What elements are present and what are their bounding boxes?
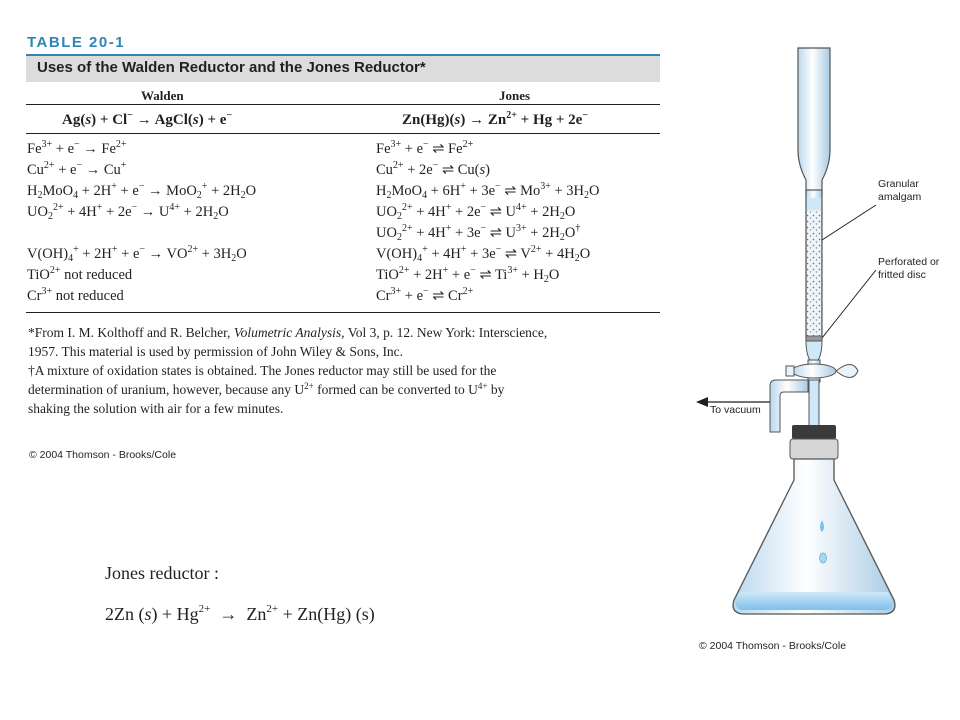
fritted-disc-label: Perforated or fritted disc <box>878 256 940 281</box>
jones-reaction-equation: 2Zn $(s) + Hg^{2+} \to Zn^{2+} + Zn(Hg)$ (s) <box>105 603 375 624</box>
reservoir-icon <box>798 48 830 195</box>
jones-row: $UO_2^{2+} + 4H^+ + 3e^-$ ⇌ $U^{3+} + 2H_2O^\dagger$ <box>376 223 581 243</box>
walden-row: $UO_2^{2+} + 4H^+ + 2e^- \to U^{4+} + 2H_2O$ <box>27 202 229 222</box>
jones-row: $UO_2^{2+} + 4H^+ + 2e^-$ ⇌ $U^{4+} + 2H_2O$ <box>376 202 576 222</box>
walden-header: Walden <box>141 88 184 103</box>
footnote-line: †A mixture of oxidation states is obtained. The Jones reductor may still be used for the <box>28 363 497 378</box>
granular-amalgam <box>807 210 821 338</box>
fritted-disc <box>806 336 822 341</box>
column-liquid <box>807 198 821 210</box>
granular-amalgam-label: Granular amalgam <box>878 178 922 203</box>
jones-header: Jones <box>499 88 531 103</box>
table-copyright: © 2004 Thomson - Brooks/Cole <box>29 449 177 461</box>
walden-electrode-reaction: Ag(s) + Cl− → AgCl(s) + e− <box>62 110 233 128</box>
walden-row: $Fe^{3+} + e^- \to Fe^{2+}$ <box>27 139 127 157</box>
table-caption: Uses of the Walden Reductor and the Jones Reductor* <box>37 59 426 76</box>
header-rule <box>26 104 660 105</box>
walden-row: $H_2MoO_4 + 2H^+ + e^- \to MoO_2^+ + 2H_2O$ <box>27 181 257 201</box>
subheader-rule <box>26 133 660 134</box>
filter-flask-icon <box>733 459 895 614</box>
jones-row: $H_2MoO_4 + 6H^+ + 3e^-$ ⇌ $Mo^{3+} + 3H_2O$ <box>376 181 600 201</box>
footer-rule <box>26 312 660 313</box>
jones-row: $Cu^{2+} + 2e^-$ ⇌ Cu(s) <box>376 160 490 178</box>
walden-row: $Cr^{3+}$ not reduced <box>27 286 124 304</box>
footnote-line: shaking the solution with air for a few minutes. <box>28 401 284 416</box>
footnote-line: 1957. This material is used by permission of John Wiley & Sons, Inc. <box>28 344 404 359</box>
walden-row: $V(OH)_4^+ + 2H^+ + e^- \to VO^{2+} + 3H_2O$ <box>27 244 247 264</box>
jones-row: $Fe^{3+} + e^-$ ⇌ $Fe^{2+}$ <box>376 139 474 157</box>
figure-copyright: © 2004 Thomson - Brooks/Cole <box>699 640 847 652</box>
stopcock-icon <box>792 364 836 378</box>
table-label: TABLE 20-1 <box>27 34 126 51</box>
rubber-stopper <box>792 425 836 439</box>
side-arm <box>770 380 808 432</box>
jones-row: TiO$^{2+}$ + 2H+ + e− ⇌ $Ti^{3+} + H_2O$ <box>376 265 560 285</box>
walden-row: TiO$^{2+}$ not reduced <box>27 265 133 283</box>
jones-reductor-title: Jones reductor : <box>105 563 219 583</box>
jones-electrode-reaction: $Zn(Hg)(s) \to Zn^{2+} + Hg + 2e^-$ <box>402 110 589 128</box>
flask-liquid <box>736 592 893 610</box>
vacuum-label: To vacuum <box>710 404 761 416</box>
jones-row: $V(OH)_4^+ + 4H^+ + 3e^-$ ⇌ $V^{2+} + 4H_2O$ <box>376 244 591 264</box>
jones-reductor-figure <box>680 40 950 640</box>
footnote-line: determination of uranium, however, because any $U^{2+}$ formed can be converted to $U^{4+}$ by <box>28 381 505 397</box>
jones-row: $Cr^{3+} + e^-$ ⇌ $Cr^{2+}$ <box>376 286 474 304</box>
footnote-line: *From I. M. Kolthoff and R. Belcher, Volumetric Analysis, Vol 3, p. 12. New York: Interscience, <box>28 325 548 340</box>
walden-row: $Cu^{2+} + e^- \to Cu^+$ <box>27 160 127 178</box>
